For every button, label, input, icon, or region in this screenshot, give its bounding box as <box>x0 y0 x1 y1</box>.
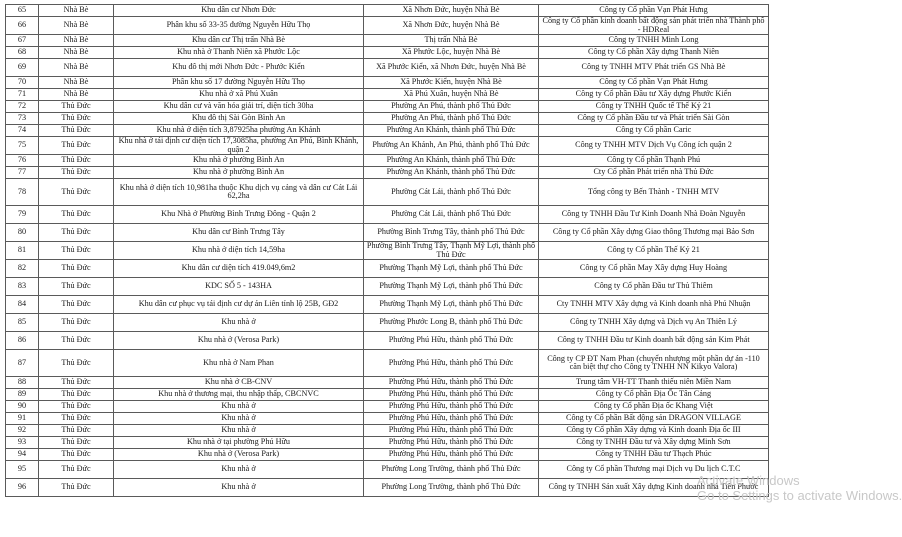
location-cell: Phường Phú Hữu, thành phố Thủ Đức <box>364 425 539 437</box>
district-cell: Thủ Đức <box>39 377 114 389</box>
developer-cell: Công ty TNHH Quốc tế Thế Kỷ 21 <box>539 101 769 113</box>
row-number: 80 <box>6 224 39 242</box>
project-name-cell: Khu nhà ở <box>114 425 364 437</box>
district-cell: Nhà Bè <box>39 47 114 59</box>
table-row <box>6 278 769 296</box>
table-row <box>6 113 769 125</box>
developer-cell: Công ty Cổ phần Địa Ốc Tân Cảng <box>539 389 769 401</box>
table-row <box>6 77 769 89</box>
location-cell: Phường Phú Hữu, thành phố Thủ Đức <box>364 413 539 425</box>
developer-cell: Công ty Cổ phần Địa ốc Khang Việt <box>539 401 769 413</box>
district-cell: Thủ Đức <box>39 437 114 449</box>
row-number: 91 <box>6 413 39 425</box>
district-cell: Nhà Bè <box>39 5 114 17</box>
developer-cell: Cty Cổ phần Phát triển nhà Thủ Đức <box>539 167 769 179</box>
district-cell: Thủ Đức <box>39 479 114 497</box>
district-cell: Thủ Đức <box>39 389 114 401</box>
district-cell: Thủ Đức <box>39 101 114 113</box>
row-number: 76 <box>6 155 39 167</box>
location-cell: Phường Phú Hữu, thành phố Thủ Đức <box>364 332 539 350</box>
developer-cell: Tổng công ty Bến Thành - TNHH MTV <box>539 179 769 206</box>
project-name-cell: Khu nhà ở Thanh Niên xã Phước Lộc <box>114 47 364 59</box>
location-cell: Phường An Phú, thành phố Thủ Đức <box>364 101 539 113</box>
project-name-cell: Khu nhà ở <box>114 401 364 413</box>
location-cell: Phường An Khánh, thành phố Thủ Đức <box>364 125 539 137</box>
developer-cell: Công ty Cổ phần Xây dựng Giao thông Thương mại Bảo Sơn <box>539 224 769 242</box>
district-cell: Nhà Bè <box>39 89 114 101</box>
table-row <box>6 260 769 278</box>
table-row <box>6 425 769 437</box>
developer-cell: Công ty Cổ phần Đầu tư và Phát triển Sài Gòn <box>539 113 769 125</box>
developer-cell: Công ty Cổ phần Caric <box>539 125 769 137</box>
project-name-cell: Khu dân cư diện tích 419.049,6m2 <box>114 260 364 278</box>
table-row <box>6 314 769 332</box>
developer-cell: Công ty TNHH Đầu tư và Xây dựng Minh Sơn <box>539 437 769 449</box>
developer-cell: Công ty Cổ phần Xây dựng Thanh Niên <box>539 47 769 59</box>
row-number: 84 <box>6 296 39 314</box>
project-name-cell: Khu nhà ở (Verosa Park) <box>114 332 364 350</box>
row-number: 88 <box>6 377 39 389</box>
project-name-cell: Khu nhà ở <box>114 413 364 425</box>
location-cell: Phường Phước Long B, thành phố Thủ Đức <box>364 314 539 332</box>
district-cell: Thủ Đức <box>39 155 114 167</box>
developer-cell: Cty TNHH MTV Xây dựng và Kinh doanh nhà Phú Nhuận <box>539 296 769 314</box>
location-cell: Phường Long Trường, thành phố Thủ Đức <box>364 461 539 479</box>
row-number: 69 <box>6 59 39 77</box>
table-row <box>6 167 769 179</box>
table-row <box>6 47 769 59</box>
project-name-cell: KDC SỐ 5 - 143HA <box>114 278 364 296</box>
location-cell: Phường An Khánh, An Phú, thành phố Thủ Đức <box>364 137 539 155</box>
project-name-cell: Khu nhà ở <box>114 314 364 332</box>
developer-cell: Công ty TNHH Xây dựng và Dịch vụ An Thiên Lý <box>539 314 769 332</box>
project-name-cell: Khu đô thị mới Nhơn Đức - Phước Kiển <box>114 59 364 77</box>
project-name-cell: Khu dân cư Nhơn Đức <box>114 5 364 17</box>
district-cell: Thủ Đức <box>39 125 114 137</box>
row-number: 92 <box>6 425 39 437</box>
project-name-cell: Khu nhà ở thương mại, thu nhập thấp, CBCNVC <box>114 389 364 401</box>
location-cell: Xã Phước Kiển, xã Nhơn Đức, huyện Nhà Bè <box>364 59 539 77</box>
table-row <box>6 155 769 167</box>
developer-cell: Công ty TNHH MTV Phát triển GS Nhà Bè <box>539 59 769 77</box>
location-cell: Phường Bình Trưng Tây, thành phố Thủ Đức <box>364 224 539 242</box>
location-cell: Phường Phú Hữu, thành phố Thủ Đức <box>364 401 539 413</box>
location-cell: Xã Phước Kiển, huyện Nhà Bè <box>364 77 539 89</box>
watermark-line-1: Activate Windows <box>697 473 800 488</box>
district-cell: Thủ Đức <box>39 425 114 437</box>
row-number: 83 <box>6 278 39 296</box>
table-row <box>6 206 769 224</box>
district-cell: Nhà Bè <box>39 77 114 89</box>
developer-cell: Công ty TNHH Minh Long <box>539 35 769 47</box>
row-number: 74 <box>6 125 39 137</box>
district-cell: Thủ Đức <box>39 260 114 278</box>
row-number: 94 <box>6 449 39 461</box>
table-row <box>6 179 769 206</box>
developer-cell: Công ty TNHH Đầu Tư Kinh Doanh Nhà Đoàn Nguyễn <box>539 206 769 224</box>
project-name-cell: Khu nhà ở xã Phú Xuân <box>114 89 364 101</box>
district-cell: Thủ Đức <box>39 296 114 314</box>
project-name-cell: Khu nhà ở phường Bình An <box>114 167 364 179</box>
location-cell: Phường Thạnh Mỹ Lợi, thành phố Thủ Đức <box>364 278 539 296</box>
location-cell: Phường Phú Hữu, thành phố Thủ Đức <box>364 437 539 449</box>
row-number: 67 <box>6 35 39 47</box>
developer-cell: Trung tâm VH-TT Thanh thiếu niên Miền Nam <box>539 377 769 389</box>
developer-cell: Công ty Cổ phần Vạn Phát Hưng <box>539 77 769 89</box>
row-number: 82 <box>6 260 39 278</box>
location-cell: Phường Cát Lái, thành phố Thủ Đức <box>364 179 539 206</box>
project-name-cell: Khu nhà ở tại phường Phú Hữu <box>114 437 364 449</box>
developer-cell: Công ty Cổ phần Đầu tư Xây dựng Phước Kiển <box>539 89 769 101</box>
project-name-cell: Phân khu số 17 đường Nguyễn Hữu Thọ <box>114 77 364 89</box>
location-cell: Xã Phước Lộc, huyện Nhà Bè <box>364 47 539 59</box>
developer-cell: Công ty Cổ phần May Xây dựng Huy Hoàng <box>539 260 769 278</box>
row-number: 71 <box>6 89 39 101</box>
district-cell: Thủ Đức <box>39 137 114 155</box>
project-name-cell: Khu nhà ở <box>114 479 364 497</box>
district-cell: Thủ Đức <box>39 113 114 125</box>
housing-project-table <box>5 4 769 497</box>
row-number: 86 <box>6 332 39 350</box>
table-row <box>6 89 769 101</box>
table-row <box>6 350 769 377</box>
project-name-cell: Khu nhà ở tái định cư diện tích 17,3085ha, phường An Phú, Bình Khánh, quận 2 <box>114 137 364 155</box>
district-cell: Nhà Bè <box>39 35 114 47</box>
row-number: 72 <box>6 101 39 113</box>
developer-cell: Công ty Cổ phần Vạn Phát Hưng <box>539 5 769 17</box>
district-cell: Thủ Đức <box>39 350 114 377</box>
location-cell: Phường An Khánh, thành phố Thủ Đức <box>364 155 539 167</box>
location-cell: Phường An Khánh, thành phố Thủ Đức <box>364 167 539 179</box>
row-number: 78 <box>6 179 39 206</box>
location-cell: Phường Thạnh Mỹ Lợi, thành phố Thủ Đức <box>364 260 539 278</box>
watermark-line-2: Go to Settings to activate Windows. <box>697 488 902 503</box>
table-row <box>6 332 769 350</box>
developer-cell: Công ty Cổ phần Thạnh Phú <box>539 155 769 167</box>
developer-cell: Công ty TNHH Đầu tư Kinh doanh bất động sản Kim Phát <box>539 332 769 350</box>
project-name-cell: Khu dân cư Thị trấn Nhà Bè <box>114 35 364 47</box>
row-number: 70 <box>6 77 39 89</box>
district-cell: Thủ Đức <box>39 461 114 479</box>
location-cell: Phường Long Trường, thành phố Thủ Đức <box>364 479 539 497</box>
table-row <box>6 389 769 401</box>
developer-cell: Công ty Cổ phần kinh doanh bất động sản phát triển nhà Thành phố - HDReal <box>539 17 769 35</box>
developer-cell: Công ty Cổ phần Bất động sản DRAGON VILLAGE <box>539 413 769 425</box>
table-row <box>6 296 769 314</box>
district-cell: Thủ Đức <box>39 332 114 350</box>
developer-cell: Công ty Cổ phần Thế Kỷ 21 <box>539 242 769 260</box>
row-number: 65 <box>6 5 39 17</box>
row-number: 75 <box>6 137 39 155</box>
table-row <box>6 449 769 461</box>
district-cell: Thủ Đức <box>39 224 114 242</box>
table-row <box>6 125 769 137</box>
row-number: 81 <box>6 242 39 260</box>
row-number: 77 <box>6 167 39 179</box>
project-name-cell: Phân khu số 33-35 đường Nguyễn Hữu Thọ <box>114 17 364 35</box>
location-cell: Phường Phú Hữu, thành phố Thủ Đức <box>364 449 539 461</box>
project-name-cell: Khu nhà ở phường Bình An <box>114 155 364 167</box>
row-number: 79 <box>6 206 39 224</box>
location-cell: Phường Phú Hữu, thành phố Thủ Đức <box>364 350 539 377</box>
location-cell: Xã Phú Xuân, huyện Nhà Bè <box>364 89 539 101</box>
project-name-cell: Khu nhà ở diện tích 14,59ha <box>114 242 364 260</box>
table-row <box>6 59 769 77</box>
district-cell: Nhà Bè <box>39 59 114 77</box>
table-row <box>6 461 769 479</box>
district-cell: Thủ Đức <box>39 413 114 425</box>
developer-cell: Công ty TNHH Đầu tư Thạch Phúc <box>539 449 769 461</box>
table-body <box>6 5 769 497</box>
location-cell: Xã Nhơn Đức, huyện Nhà Bè <box>364 17 539 35</box>
district-cell: Thủ Đức <box>39 401 114 413</box>
table-row <box>6 5 769 17</box>
developer-cell: Công ty TNHH Sản xuất Xây dựng Kinh doanh nhà Tiến Phước <box>539 479 769 497</box>
table-row <box>6 413 769 425</box>
table-row <box>6 401 769 413</box>
developer-cell: Công ty Cổ phần Đầu tư Thủ Thiêm <box>539 278 769 296</box>
row-number: 89 <box>6 389 39 401</box>
project-name-cell: Khu nhà ở diện tích 3,87925ha phường An Khánh <box>114 125 364 137</box>
project-name-cell: Khu Nhà ở Phường Bình Trưng Đông - Quận 2 <box>114 206 364 224</box>
district-cell: Thủ Đức <box>39 242 114 260</box>
table-row <box>6 35 769 47</box>
table-row <box>6 242 769 260</box>
district-cell: Thủ Đức <box>39 206 114 224</box>
table-row <box>6 377 769 389</box>
project-name-cell: Khu nhà ở <box>114 461 364 479</box>
location-cell: Phường An Phú, thành phố Thủ Đức <box>364 113 539 125</box>
project-name-cell: Khu nhà ở (Verosa Park) <box>114 449 364 461</box>
district-cell: Thủ Đức <box>39 167 114 179</box>
table-row <box>6 17 769 35</box>
location-cell: Phường Phú Hữu, thành phố Thủ Đức <box>364 389 539 401</box>
row-number: 85 <box>6 314 39 332</box>
developer-cell: Công ty TNHH MTV Dịch Vụ Công ích quận 2 <box>539 137 769 155</box>
table-row <box>6 437 769 449</box>
location-cell: Phường Bình Trưng Tây, Thạnh Mỹ Lợi, thành phố Thủ Đức <box>364 242 539 260</box>
project-name-cell: Khu nhà ở Nam Phan <box>114 350 364 377</box>
location-cell: Phường Phú Hữu, thành phố Thủ Đức <box>364 377 539 389</box>
row-number: 87 <box>6 350 39 377</box>
project-name-cell: Khu nhà ở diện tích 10,981ha thuộc Khu dịch vụ cảng và dân cư Cát Lái 62,2ha <box>114 179 364 206</box>
district-cell: Thủ Đức <box>39 179 114 206</box>
row-number: 90 <box>6 401 39 413</box>
project-name-cell: Khu đô thị Sài Gòn Bình An <box>114 113 364 125</box>
district-cell: Thủ Đức <box>39 314 114 332</box>
location-cell: Thị trấn Nhà Bè <box>364 35 539 47</box>
row-number: 73 <box>6 113 39 125</box>
row-number: 93 <box>6 437 39 449</box>
table-row <box>6 137 769 155</box>
project-name-cell: Khu dân cư và văn hóa giải trí, diện tích 30ha <box>114 101 364 113</box>
developer-cell: Công ty CP ĐT Nam Phan (chuyển nhượng một phần dự án -110 căn biệt thự cho Công ty TNHH NN Kikyo Valora) <box>539 350 769 377</box>
row-number: 66 <box>6 17 39 35</box>
developer-cell: Công ty Cổ phần Thương mại Dịch vụ Du lịch C.T.C <box>539 461 769 479</box>
location-cell: Phường Cát Lái, thành phố Thủ Đức <box>364 206 539 224</box>
project-name-cell: Khu nhà ở CB-CNV <box>114 377 364 389</box>
location-cell: Xã Nhơn Đức, huyện Nhà Bè <box>364 5 539 17</box>
project-name-cell: Khu dân cư Bình Trưng Tây <box>114 224 364 242</box>
district-cell: Thủ Đức <box>39 449 114 461</box>
row-number: 96 <box>6 479 39 497</box>
row-number: 68 <box>6 47 39 59</box>
table-row <box>6 101 769 113</box>
location-cell: Phường Thạnh Mỹ Lợi, thành phố Thủ Đức <box>364 296 539 314</box>
developer-cell: Công ty Cổ phần Xây dựng và Kinh doanh Địa ốc III <box>539 425 769 437</box>
table-row <box>6 479 769 497</box>
district-cell: Thủ Đức <box>39 278 114 296</box>
project-name-cell: Khu dân cư phục vụ tái định cư dự án Liên tỉnh lộ 25B, GĐ2 <box>114 296 364 314</box>
table-row <box>6 224 769 242</box>
district-cell: Nhà Bè <box>39 17 114 35</box>
row-number: 95 <box>6 461 39 479</box>
